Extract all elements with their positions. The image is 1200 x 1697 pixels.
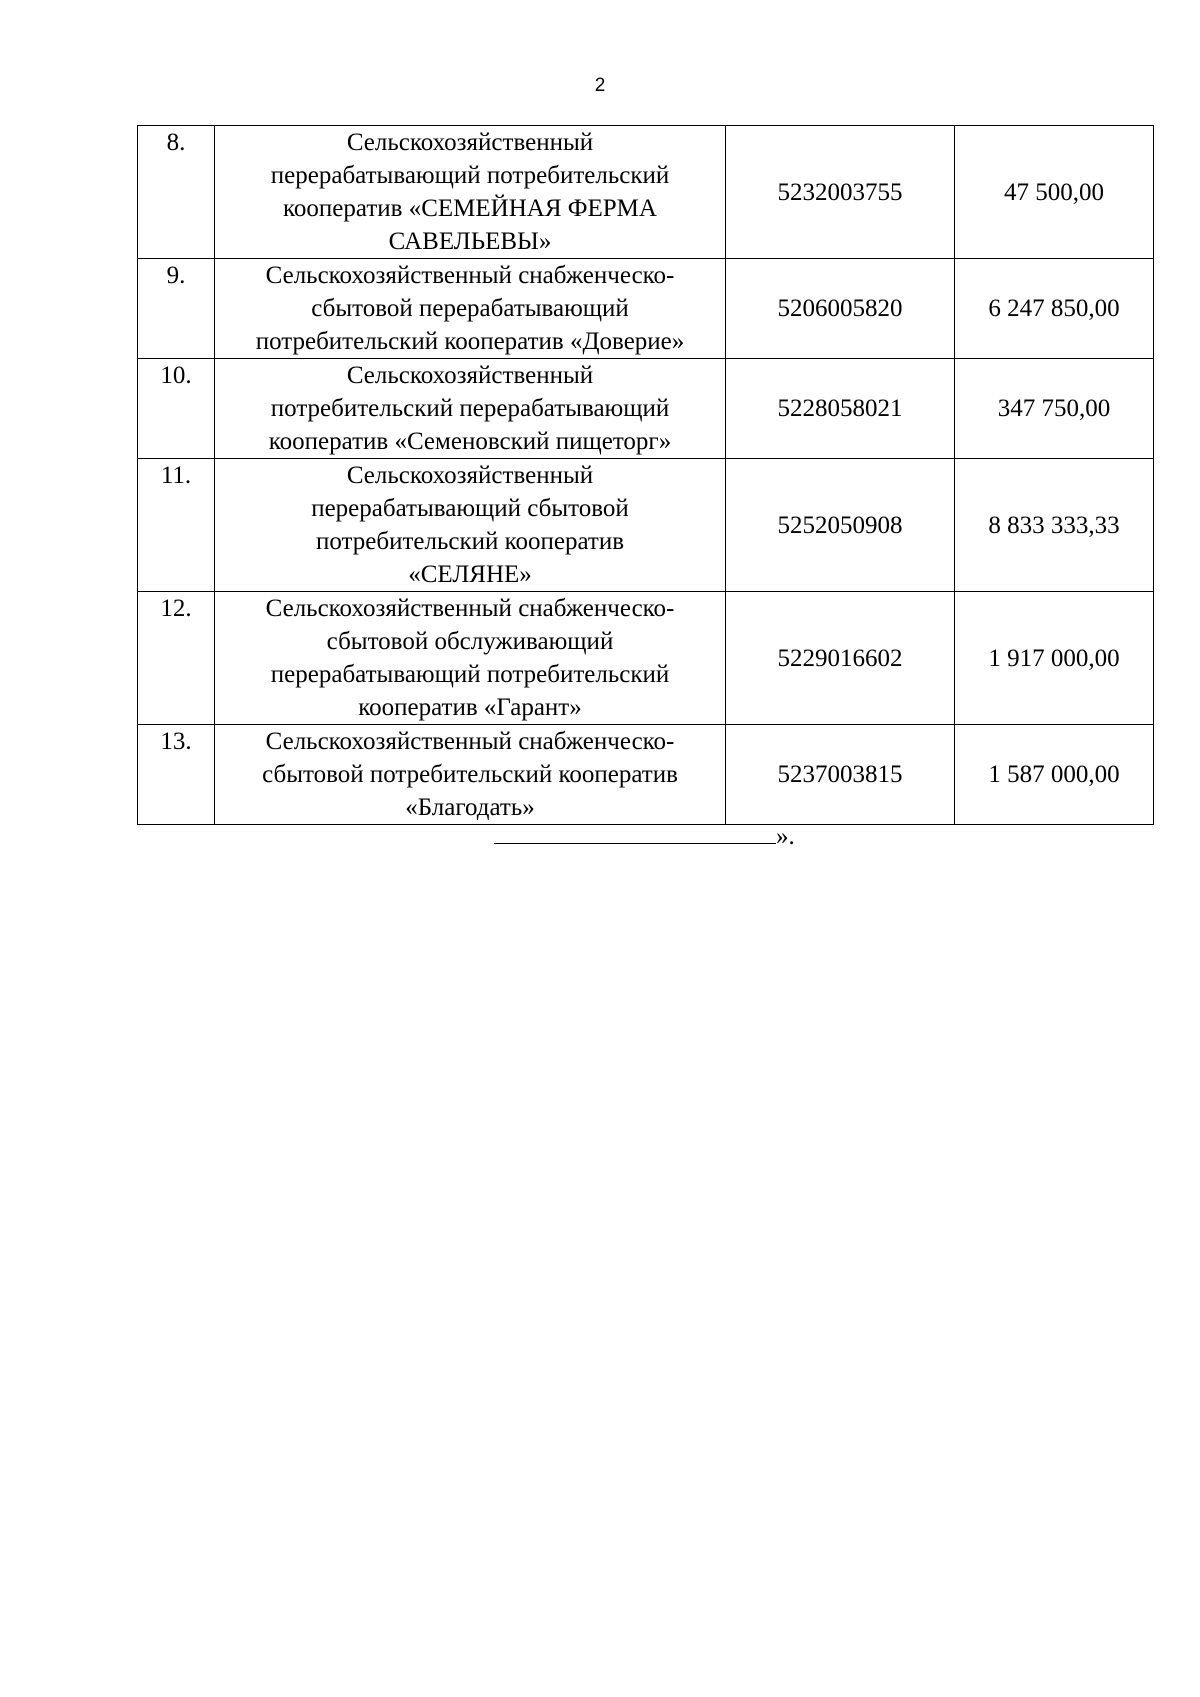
name-line: Сельскохозяйственный: [346, 362, 594, 389]
name-line: кооператив «Семеновский пищеторг»: [268, 428, 672, 455]
amount-cell: 47 500,00: [955, 126, 1154, 259]
cooperative-name: [215, 459, 726, 592]
name-line: кооператив «Гарант»: [358, 694, 582, 721]
name-line: «СЕЛЯНЕ»: [408, 561, 532, 588]
inn-cell: 5229016602: [726, 592, 955, 725]
name-line: Сельскохозяйственный: [346, 129, 594, 156]
row-number: 12.: [138, 592, 215, 725]
name-line: Сельскохозяйственный снабженческо-: [265, 728, 675, 755]
amount-cell: 1 587 000,00: [955, 725, 1154, 825]
cooperative-name: [215, 359, 726, 459]
page-number: 2: [594, 75, 606, 96]
amount-cell: 6 247 850,00: [955, 259, 1154, 359]
inn-cell: 5232003755: [726, 126, 955, 259]
table-row: [138, 126, 1154, 259]
amount-cell: 8 833 333,33: [955, 459, 1154, 592]
row-number: 9.: [138, 259, 215, 359]
name-line: перерабатывающий сбытовой: [311, 495, 629, 522]
name-line: кооператив «СЕМЕЙНАЯ ФЕРМА: [283, 195, 657, 222]
table-row: [138, 359, 1154, 459]
row-number: 8.: [138, 126, 215, 259]
cooperative-name: [215, 126, 726, 259]
name-line: Сельскохозяйственный снабженческо-: [265, 262, 675, 289]
table-row: [138, 592, 1154, 725]
name-line: сбытовой потребительский кооператив: [262, 761, 678, 788]
name-line: Сельскохозяйственный: [346, 462, 594, 489]
amount-cell: 347 750,00: [955, 359, 1154, 459]
name-line: сбытовой перерабатывающий: [311, 295, 629, 322]
table-row: [138, 725, 1154, 825]
cooperatives-table: [137, 125, 1154, 825]
table-row: [138, 459, 1154, 592]
inn-cell: 5252050908: [726, 459, 955, 592]
underscore-rule: [494, 821, 776, 844]
cooperative-name: [215, 592, 726, 725]
name-line: «Благодать»: [405, 794, 535, 821]
cooperative-name: [215, 259, 726, 359]
inn-cell: 5237003815: [726, 725, 955, 825]
table-row: [138, 259, 1154, 359]
name-line: потребительский кооператив: [315, 528, 625, 555]
name-line: Сельскохозяйственный снабженческо-: [265, 595, 675, 622]
amount-cell: 1 917 000,00: [955, 592, 1154, 725]
inn-cell: 5228058021: [726, 359, 955, 459]
name-line: сбытовой обслуживающий: [326, 628, 614, 655]
name-line: потребительский перерабатывающий: [270, 395, 670, 422]
inn-cell: 5206005820: [726, 259, 955, 359]
name-line: потребительский кооператив «Доверие»: [255, 328, 685, 355]
cooperative-name: [215, 725, 726, 825]
name-line: САВЕЛЬЕВЫ»: [388, 228, 552, 255]
name-line: перерабатывающий потребительский: [270, 661, 670, 688]
closing-quote: ».: [776, 823, 795, 850]
row-number: 11.: [138, 459, 215, 592]
closing-line: [494, 820, 795, 853]
row-number: 10.: [138, 359, 215, 459]
row-number: 13.: [138, 725, 215, 825]
name-line: перерабатывающий потребительский: [270, 162, 670, 189]
